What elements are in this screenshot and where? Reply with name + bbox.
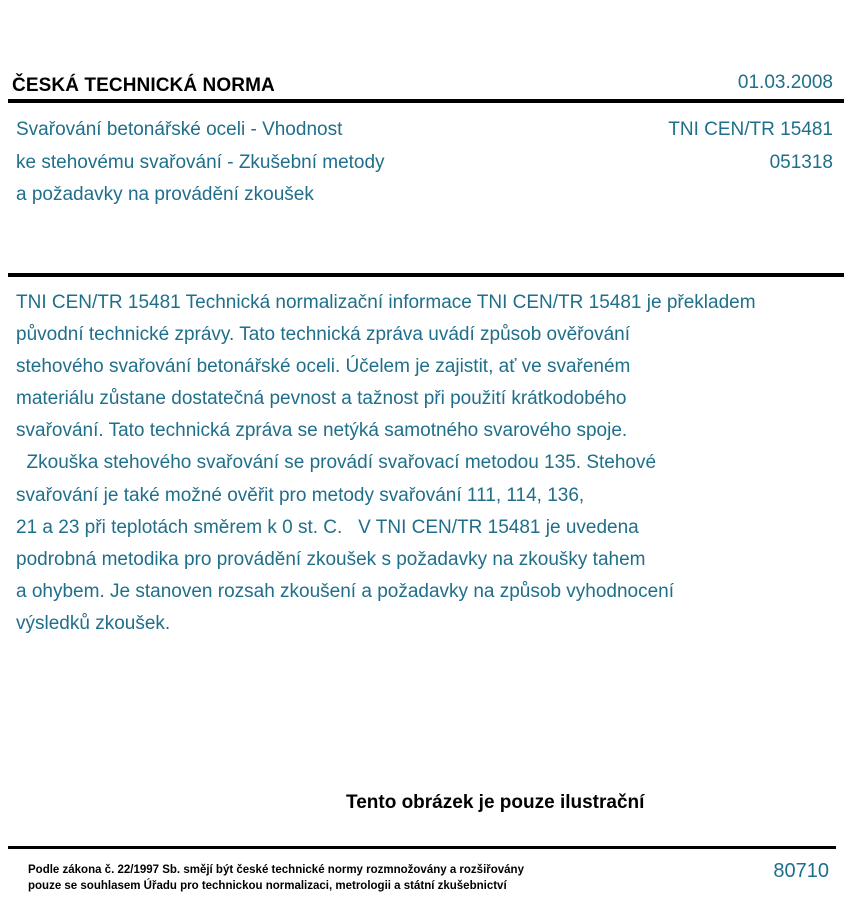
- document-codes: [668, 114, 833, 179]
- issue-date: 01.03.2008: [737, 72, 833, 93]
- header-rule: [8, 99, 844, 103]
- body-line: svařování. Tato technická zpráva se netýká samotného svarového spoje.: [16, 420, 628, 442]
- body-line: původní technické zprávy. Tato technická zpráva uvádí způsob ověřování: [16, 324, 630, 346]
- footer-rule: [8, 846, 836, 849]
- catalog-number: 80710: [773, 860, 829, 882]
- footer-line: Podle zákona č. 22/1997 Sb. smějí být české technické normy rozmnožovány a rozšiřovány: [28, 864, 524, 876]
- body-line: Zkouška stehového svařování se provádí svařovací metodou 135. Stehové: [16, 452, 657, 474]
- body-line: svařování je také možné ověřit pro metody svařování 111, 114, 136,: [16, 484, 585, 506]
- classification-code: 051318: [769, 151, 833, 173]
- body-line: materiálu zůstane dostatečná pevnost a tažnost při použití krátkodobého: [16, 388, 627, 410]
- illustration-note: Tento obrázek je pouze ilustrační: [346, 792, 645, 813]
- abstract-text: [16, 287, 756, 640]
- title-line: ke stehovému svařování - Zkušební metody: [16, 151, 385, 173]
- document-title: [16, 114, 385, 212]
- copyright-notice: [28, 862, 524, 894]
- norm-label: ČESKÁ TECHNICKÁ NORMA: [12, 75, 275, 96]
- body-line: podrobná metodika pro provádění zkoušek s požadavky na zkoušky tahem: [16, 548, 646, 570]
- title-line: a požadavky na provádění zkoušek: [16, 184, 314, 205]
- body-line: TNI CEN/TR 15481 Technická normalizační informace TNI CEN/TR 15481 je překladem: [16, 292, 756, 313]
- body-line: stehového svařování betonářské oceli. Účelem je zajistit, ať ve svařeném: [16, 356, 631, 378]
- body-line: a ohybem. Je stanoven rozsah zkoušení a požadavky na způsob vyhodnocení: [16, 580, 675, 602]
- footer-line: pouze se souhlasem Úřadu pro technickou normalizaci, metrologii a státní zkušebnictví: [28, 880, 507, 892]
- designation-code: TNI CEN/TR 15481: [668, 119, 833, 140]
- title-line: Svařování betonářské oceli - Vhodnost: [16, 119, 343, 140]
- body-line: výsledků zkoušek.: [16, 612, 171, 634]
- body-line: 21 a 23 při teplotách směrem k 0 st. C. V TNI CEN/TR 15481 je uvedena: [16, 516, 639, 538]
- section-rule: [8, 273, 844, 277]
